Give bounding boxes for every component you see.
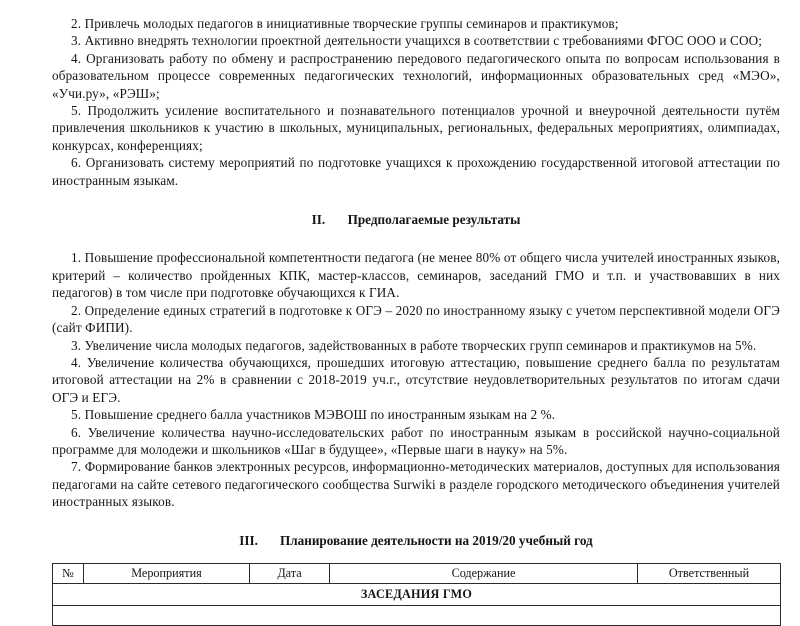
table-group-row xyxy=(53,583,781,605)
table-header-number: № xyxy=(53,563,84,583)
table-empty-row xyxy=(53,605,781,625)
result-item-1: 1. Повышение профессиональной компетентности педагога (не менее 80% от общего числа учителей иностранных языков, критерий – количество пройденных КПК, мастер-классов, семинаров, заседаний ГМО и т.п. и участвовавших в них педагогов) в том числе при подготовке обучающихся к ГИА. xyxy=(52,250,780,301)
spacer-before-section-three xyxy=(52,511,780,532)
result-item-2: 2. Определение единых стратегий в подготовке к ОГЭ – 2020 по иностранному языку с учетом перспективной модели ОГЭ (сайт ФИПИ). xyxy=(52,302,780,336)
section-two-title: Предполагаемые результаты xyxy=(347,212,521,228)
task-item-6: 6. Организовать систему мероприятий по подготовке учащихся к прохождению государственной итоговой аттестации по иностранным языкам. xyxy=(52,155,780,188)
table-header-activities: Мероприятия xyxy=(84,563,250,583)
task-item-5: 5. Продолжить усиление воспитательного и познавательного потенциалов урочной и внеурочной деятельности путём привлечения школьников к участию в школьных, муниципальных, региональных, федеральных мероприятиях, олимпиадах, конкурсах, конференциях; xyxy=(52,103,780,153)
section-three-title: Планирование деятельности на 2019/20 учебный год xyxy=(279,532,593,548)
planning-table xyxy=(52,563,781,626)
table-header-responsible: Ответственный xyxy=(638,563,781,583)
result-item-7: 7. Формирование банков электронных ресурсов, информационно-методических материалов, доступных для использования педагогами на сайте сетевого педагогического сообщества Surwiki в разделе городского методического объединения учителей иностранных языков. xyxy=(52,459,780,510)
table-header-row xyxy=(53,563,781,583)
result-item-4: 4. Увеличение количества обучающихся, прошедших итоговую аттестацию, повышение среднего балла по результатам итоговой аттестации на 2% в сравнении с 2018-2019 уч.г., отсутствие неудовлетворительных результатов по итогам сдачи ОГЭ и ЕГЭ. xyxy=(52,354,780,405)
table-group-title: ЗАСЕДАНИЯ ГМО xyxy=(53,583,781,605)
result-item-5: 5. Повышение среднего балла участников МЭВОШ по иностранным языкам на 2 %. xyxy=(71,407,556,423)
section-two-numeral: II. xyxy=(311,212,326,228)
section-two-heading xyxy=(52,211,780,228)
section-three-numeral: III. xyxy=(239,532,258,548)
document-content xyxy=(52,15,780,626)
task-item-4: 4. Организовать работу по обмену и распространению передового педагогического опыта по вопросам использования в образовательном процессе современных педагогических технологий, информационных образовательных сред «МЭО», «Учи.ру», «РЭШ»; xyxy=(52,50,780,101)
spacer-after-section-two xyxy=(52,228,780,249)
spacer-before-section-two xyxy=(52,189,780,211)
section-three-heading xyxy=(52,532,780,549)
task-item-3: 3. Активно внедрять технологии проектной деятельности учащихся в соответствии с требованиями ФГОС ООО и СОО; xyxy=(71,33,763,49)
table-empty-cell xyxy=(53,605,781,625)
spacer-after-section-three xyxy=(52,549,780,563)
result-item-3: 3. Увеличение числа молодых педагогов, задействованных в работе творческих групп семинаров и практикумов на 5%. xyxy=(71,337,757,353)
task-item-2: 2. Привлечь молодых педагогов в инициативные творческие группы семинаров и практикумов; xyxy=(71,16,619,31)
table-header-content: Содержание xyxy=(330,563,638,583)
result-item-6: 6. Увеличение количества научно-исследовательских работ по иностранным языкам в российской научно-социальной программе для молодежи и школьников «Шаг в будущее», «Первые шаги в науку» на 5%. xyxy=(52,424,780,457)
table-header-date: Дата xyxy=(250,563,330,583)
